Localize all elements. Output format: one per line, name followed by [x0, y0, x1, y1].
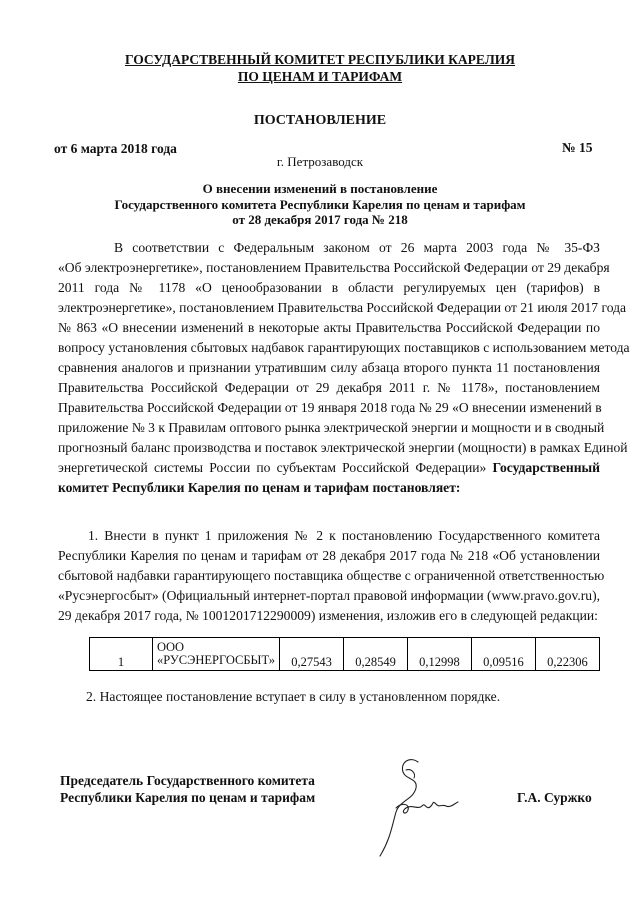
preamble-line: Правительства Российской Федерации от 19 января 2018 года № 29 «О внесении изменений в — [58, 400, 602, 415]
preamble-paragraph — [58, 238, 630, 498]
preamble-resolves-line: комитет Республики Карелия по ценам и тарифам постановляет: — [58, 480, 461, 495]
org-name-line2: ПО ЦЕНАМ И ТАРИФАМ — [237, 69, 403, 84]
handwritten-signature — [370, 752, 470, 864]
item1-line: 1. Внести в пункт 1 приложения № 2 к постановлению Государственного комитета — [88, 528, 600, 543]
rate-cell-4: 0,09516 — [471, 638, 535, 671]
table-row — [90, 638, 600, 671]
signatory-title-line2: Республики Карелия по ценам и тарифам — [60, 790, 316, 805]
document-type: ПОСТАНОВЛЕНИЕ — [253, 113, 387, 128]
preamble-line: В соответствии с Федеральным законом от 26 марта 2003 года № 35-ФЗ — [114, 240, 600, 255]
preamble-line: приложение № 3 к Правилам оптового рынка электрической энергии и мощности и в сводный — [58, 420, 605, 435]
item1-line: сбытовой надбавки гарантирующего поставщика обществе с ограниченной ответственностью — [58, 568, 605, 583]
preamble-line: Правительства Российской Федерации от 29 декабря 2011 г. № 1178», постановлением — [58, 380, 600, 395]
rate-cell-5: 0,22306 — [535, 638, 599, 671]
signatory-title-line1: Председатель Государственного комитета — [60, 773, 315, 788]
document-date: от 6 марта 2018 года — [54, 141, 177, 156]
preamble-tail-bold: Государственный — [492, 460, 600, 475]
org-name-line1: ГОСУДАРСТВЕННЫЙ КОМИТЕТ РЕСПУБЛИКИ КАРЕЛИЯ — [124, 52, 516, 67]
row-number-cell: 1 — [90, 638, 153, 671]
preamble-line: электроэнергетике», постановлением Правительства Российской Федерации от 21 июля 2017 года — [58, 300, 627, 315]
preamble-line: прогнозный баланс производства и поставок электрической энергии (мощности) в рамках Единой — [58, 440, 628, 455]
preamble-line: «Об электроэнергетике», постановлением Правительства Российской Федерации от 29 декабря — [58, 260, 610, 275]
rate-cell-3: 0,12998 — [408, 638, 472, 671]
rate-cell-2: 0,28549 — [344, 638, 408, 671]
subject-line2: Государственного комитета Республики Карелия по ценам и тарифам — [114, 197, 526, 212]
item1-line: «Русэнергосбыт» (Официальный интернет-портал правовой информации (www.pravo.gov.ru), — [58, 588, 601, 603]
signatory-name: Г.А. Суржко — [517, 790, 592, 805]
document-number: № 15 — [562, 140, 593, 155]
rates-table — [89, 637, 600, 671]
company-cell — [153, 638, 280, 671]
subject-line3: от 28 декабря 2017 года № 218 — [232, 212, 408, 227]
preamble-tail-text: энергетической системы России по субъектам Российской Федерации» — [58, 460, 487, 475]
signatory-title — [60, 772, 315, 806]
preamble-line: № 863 «О внесении изменений в некоторые акты Правительства Российской Федерации по — [58, 320, 600, 335]
company-line2: «РУСЭНЕРГОСБЫТ» — [157, 653, 276, 667]
item-1-paragraph — [58, 526, 605, 626]
preamble-line: 2011 года № 1178 «О ценообразовании в области регулируемых цен (тарифов) в — [58, 280, 600, 295]
subject-line1: О внесении изменений в постановление — [202, 181, 438, 196]
preamble-line: вопросу установления сбытовых надбавок гарантирующих поставщиков с использованием метода — [58, 340, 630, 355]
item-2-paragraph: 2. Настоящее постановление вступает в силу в установленном порядке. — [86, 689, 501, 704]
company-line1: ООО — [157, 640, 185, 654]
preamble-line: сравнения аналогов и признании утратившим силу абзаца второго пункта 11 постановления — [58, 360, 600, 375]
rate-cell-1: 0,27543 — [280, 638, 344, 671]
item1-line: Республики Карелия по ценам и тарифам от 28 декабря 2017 года № 218 «Об установлении — [58, 548, 600, 563]
preamble-line — [58, 458, 600, 478]
item1-line: 29 декабря 2017 года, № 1001201712290009) изменения, изложив его в следующей редакции: — [58, 608, 598, 623]
city: г. Петрозаводск — [276, 154, 364, 169]
